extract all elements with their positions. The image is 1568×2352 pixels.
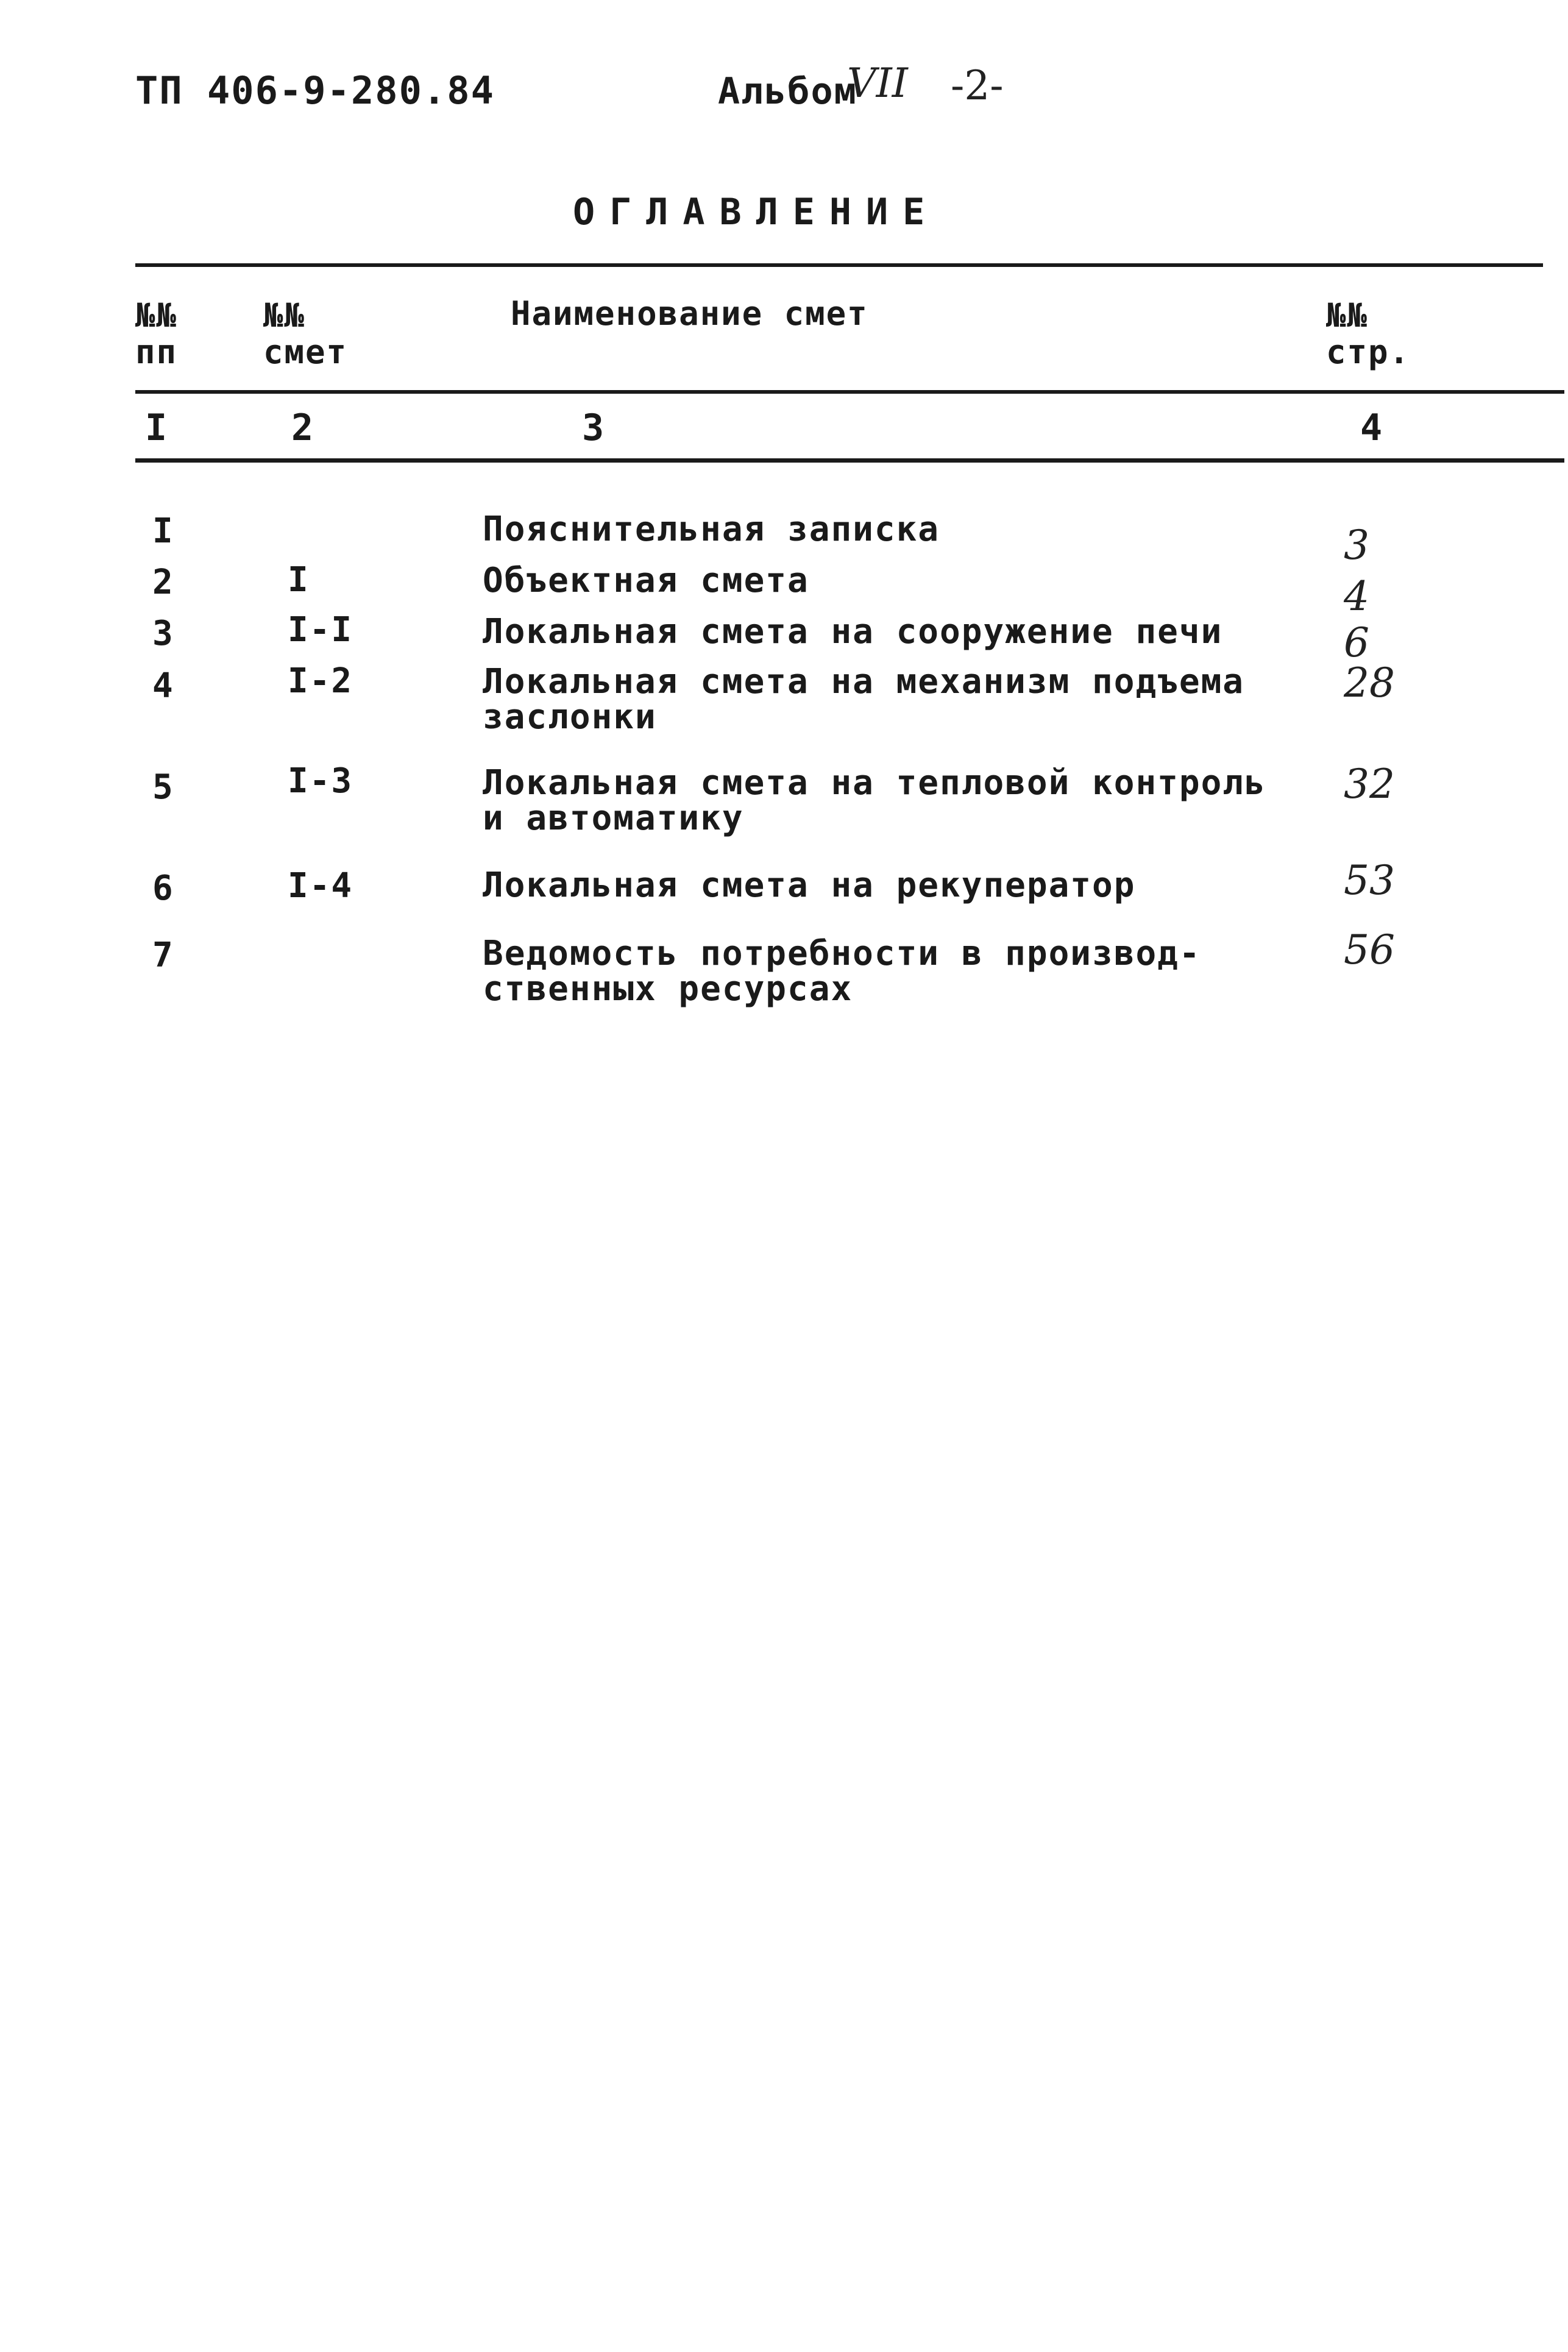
- page-reference: 4: [1344, 573, 1369, 620]
- column-header-estimate-number: №№ смет: [263, 296, 348, 371]
- row-number: 4: [152, 666, 174, 706]
- estimate-number: I-3: [288, 761, 353, 801]
- estimate-number: I-2: [288, 661, 353, 701]
- row-number: 2: [152, 563, 174, 602]
- estimate-name: Локальная смета на механизм подъема заслонки: [483, 662, 1245, 737]
- document-code: ТП 406-9-280.84: [135, 68, 495, 113]
- page-reference: 6: [1344, 619, 1369, 666]
- album-label: Альбом: [718, 70, 857, 113]
- estimate-name: Локальная смета на тепловой контроль и автоматику: [483, 763, 1266, 838]
- estimate-number: I-4: [288, 866, 353, 906]
- table-top-rule: [135, 263, 1543, 267]
- column-number: 3: [582, 407, 606, 449]
- row-number: 3: [152, 614, 174, 653]
- column-number: 4: [1360, 407, 1384, 449]
- row-number: 6: [152, 869, 174, 908]
- row-number: 7: [152, 936, 174, 975]
- table-number-rule: [135, 458, 1564, 463]
- page-title: ОГЛАВЛЕНИЕ: [573, 191, 940, 233]
- estimate-number: I: [288, 560, 310, 600]
- row-number: 5: [152, 767, 174, 807]
- table-header-rule: [135, 390, 1564, 394]
- page-reference: 56: [1344, 926, 1395, 973]
- estimate-name: Пояснительная записка: [483, 510, 940, 549]
- column-number: I: [145, 407, 169, 449]
- column-header-row-number: №№ пп: [135, 296, 178, 371]
- estimate-name: Локальная смета на рекуператор: [483, 865, 1136, 905]
- page-number: -2-: [951, 62, 1004, 109]
- estimate-number: I-I: [288, 610, 353, 650]
- estimate-name: Локальная смета на сооружение печи: [483, 612, 1223, 652]
- estimate-name: Объектная смета: [483, 561, 809, 600]
- album-number: VII: [847, 60, 908, 107]
- row-number: I: [152, 511, 174, 551]
- page-reference: 28: [1344, 659, 1395, 706]
- estimate-name: Ведомость потребности в производ- ственных ресурсах: [483, 934, 1201, 1009]
- page-reference: 3: [1344, 522, 1369, 569]
- page-reference: 32: [1344, 761, 1395, 808]
- page-reference: 53: [1344, 857, 1395, 904]
- column-header-page-number: №№ стр.: [1326, 296, 1411, 371]
- column-header-estimate-name: Наименование смет: [511, 294, 868, 333]
- column-number: 2: [291, 407, 315, 449]
